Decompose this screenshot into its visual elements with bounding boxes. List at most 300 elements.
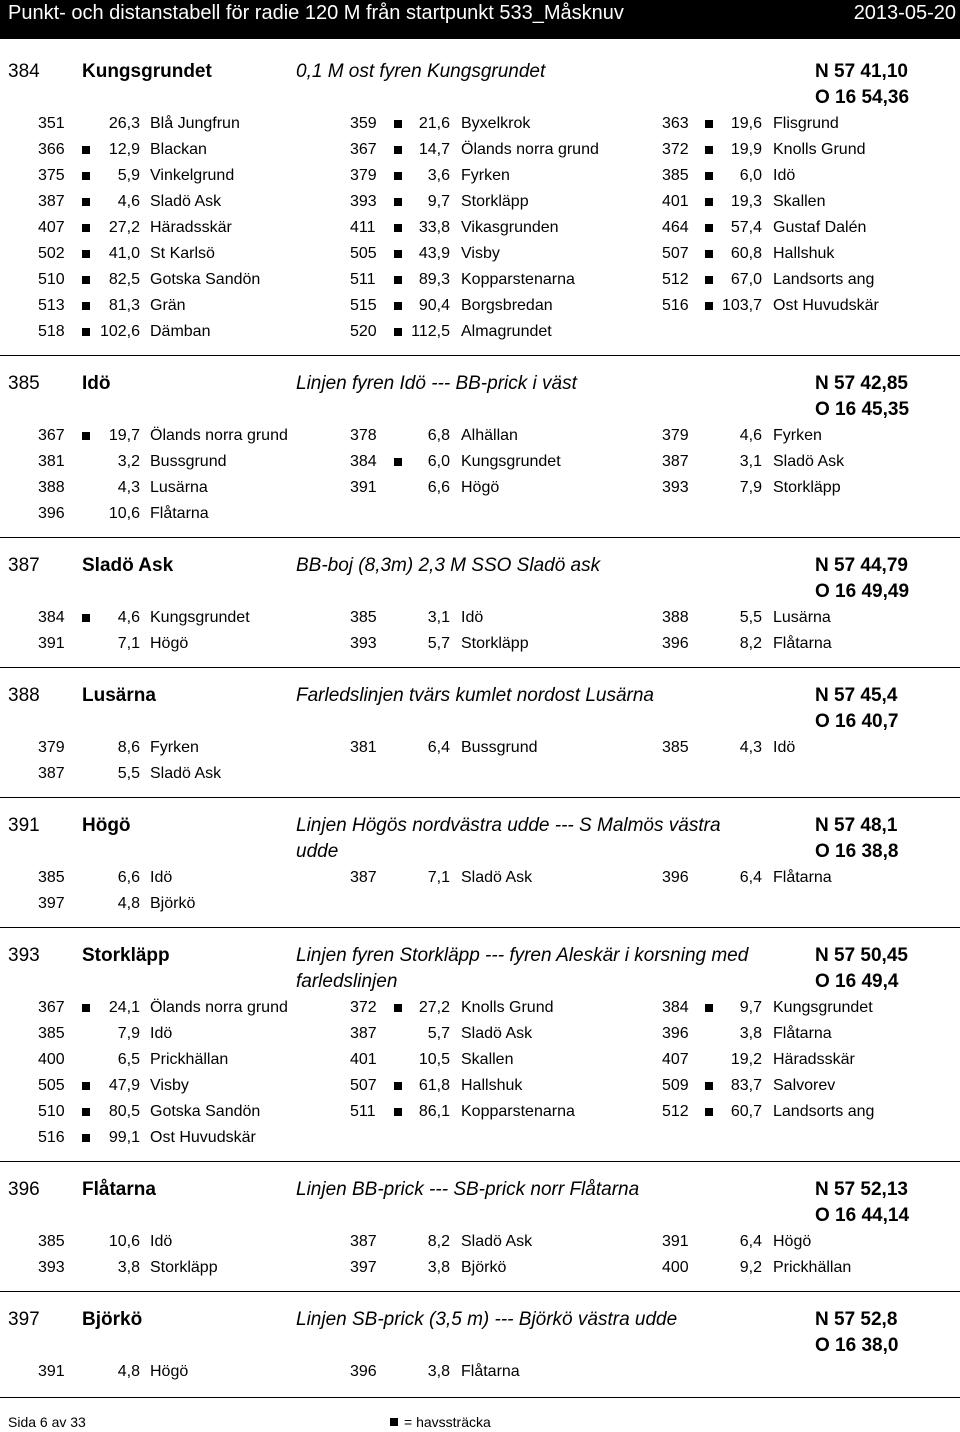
point-name: Prickhällan [150, 1051, 229, 1068]
point-number: 516 [662, 297, 689, 314]
point-number: 509 [662, 1077, 689, 1094]
point-name: Kungsgrundet [150, 609, 250, 626]
point-name: Idö [461, 609, 484, 626]
point-name: Gotska Sandön [150, 1103, 261, 1120]
distance-value: 4,6 [739, 427, 762, 444]
point-name: Prickhällan [773, 1259, 852, 1276]
section-description: Linjen BB-prick --- SB-prick norr Flåtarna [296, 1179, 640, 1200]
page-footer [0, 1397, 960, 1432]
point-number: 520 [350, 323, 377, 340]
distance-value: 6,0 [427, 453, 450, 470]
point-name: Hallshuk [461, 1077, 523, 1094]
distance-value: 5,7 [427, 635, 450, 652]
section-header [0, 798, 960, 865]
document-date: 2013-05-20 [853, 2, 956, 24]
point-number: 510 [38, 271, 65, 288]
distance-value: 6,6 [117, 869, 140, 886]
section-name: Sladö Ask [82, 555, 174, 576]
point-name: Högö [150, 1363, 189, 1380]
point-number: 381 [350, 739, 377, 756]
point-name: Gustaf Dalén [773, 219, 867, 236]
distance-value: 12,9 [108, 141, 140, 158]
point-name: Borgsbredan [461, 297, 553, 314]
distance-value: 19,2 [730, 1051, 762, 1068]
point-number: 396 [662, 869, 689, 886]
section-name: Högö [82, 815, 131, 836]
distance-value: 14,7 [418, 141, 450, 158]
distance-entry [0, 319, 960, 345]
distance-value: 27,2 [418, 999, 450, 1016]
point-name: Flåtarna [461, 1363, 520, 1380]
latitude: N 57 52,8 [815, 1309, 898, 1330]
point-number: 387 [38, 765, 65, 782]
point-name: Kopparstenarna [461, 271, 575, 288]
longitude: O 16 49,49 [815, 581, 910, 602]
point-name: Kungsgrundet [773, 999, 873, 1016]
distance-value: 8,2 [427, 1233, 450, 1250]
section-number: 384 [8, 61, 40, 82]
distance-entry [0, 1021, 960, 1047]
distance-value: 99,1 [108, 1129, 140, 1146]
point-number: 401 [662, 193, 689, 210]
point-number: 400 [38, 1051, 65, 1068]
section-384 [0, 38, 960, 355]
section-description: Linjen fyren Storkläpp --- fyren Aleskär i korsning med farledslinjen [296, 945, 749, 992]
sea-stretch-square-icon [390, 1418, 398, 1426]
distance-entry [0, 891, 960, 917]
point-name: Sladö Ask [461, 1025, 533, 1042]
distance-value: 3,1 [427, 609, 450, 626]
point-number: 391 [38, 635, 65, 652]
point-name: Bussgrund [461, 739, 538, 756]
distance-value: 7,1 [117, 635, 140, 652]
point-name: Ost Huvudskär [773, 297, 879, 314]
point-name: Fyrken [150, 739, 199, 756]
section-number: 393 [8, 945, 40, 966]
distance-value: 6,4 [739, 869, 762, 886]
section-name: Kungsgrundet [82, 61, 212, 82]
point-number: 513 [38, 297, 65, 314]
point-number: 511 [350, 271, 376, 288]
point-number: 387 [350, 1233, 377, 1250]
point-name: Storkläpp [461, 635, 529, 652]
point-name: Flåtarna [773, 869, 832, 886]
section-391 [0, 797, 960, 927]
section-description: Linjen fyren Idö --- BB-prick i väst [296, 373, 577, 394]
distance-value: 19,9 [730, 141, 762, 158]
point-name: Flåtarna [773, 1025, 832, 1042]
point-number: 507 [662, 245, 689, 262]
point-number: 515 [350, 297, 377, 314]
section-description: BB-boj (8,3m) 2,3 M SSO Sladö ask [296, 555, 601, 576]
point-number: 367 [38, 999, 65, 1016]
point-name: Lusärna [773, 609, 831, 626]
distance-value: 9,2 [739, 1259, 762, 1276]
legend-text: = havssträcka [404, 1414, 491, 1430]
distance-value: 60,8 [730, 245, 762, 262]
distance-value: 6,4 [739, 1233, 762, 1250]
point-name: Fyrken [773, 427, 822, 444]
point-name: Knolls Grund [773, 141, 866, 158]
distance-value: 43,9 [418, 245, 450, 262]
point-name: Idö [150, 1025, 173, 1042]
distance-entry [0, 423, 960, 449]
distance-value: 4,8 [117, 1363, 140, 1380]
point-name: Knolls Grund [461, 999, 554, 1016]
point-name: Ölands norra grund [461, 141, 599, 158]
point-number: 396 [662, 1025, 689, 1042]
distance-value: 3,6 [427, 167, 450, 184]
point-number: 400 [662, 1259, 689, 1276]
distance-entry [0, 111, 960, 137]
point-number: 393 [38, 1259, 65, 1276]
point-number: 518 [38, 323, 65, 340]
point-number: 384 [662, 999, 689, 1016]
section-header [0, 538, 960, 605]
section-name: Storkläpp [82, 945, 170, 966]
point-number: 385 [662, 167, 689, 184]
distance-value: 9,7 [427, 193, 450, 210]
page-number: Sida 6 av 33 [8, 1414, 86, 1430]
point-number: 464 [662, 219, 689, 236]
point-number: 387 [350, 869, 377, 886]
point-name: Idö [773, 739, 796, 756]
point-name: Ost Huvudskär [150, 1129, 256, 1146]
distance-value: 8,6 [117, 739, 140, 756]
section-number: 387 [8, 555, 40, 576]
distance-value: 82,5 [108, 271, 140, 288]
point-name: Skallen [461, 1051, 514, 1068]
distance-value: 89,3 [418, 271, 450, 288]
point-number: 411 [350, 219, 376, 236]
distance-entry [0, 293, 960, 319]
latitude: N 57 44,79 [815, 555, 908, 576]
section-header [0, 928, 960, 995]
section-387 [0, 537, 960, 667]
point-number: 385 [38, 869, 65, 886]
longitude: O 16 38,8 [815, 841, 899, 862]
document-title: Punkt- och distanstabell för radie 120 M från startpunkt 533_Måsknuv [8, 2, 624, 24]
latitude: N 57 52,13 [815, 1179, 908, 1200]
distance-value: 10,6 [108, 505, 140, 522]
point-name: Vikasgrunden [461, 219, 559, 236]
distance-value: 3,8 [739, 1025, 762, 1042]
point-number: 396 [350, 1363, 377, 1380]
distance-value: 41,0 [108, 245, 140, 262]
distance-entry [0, 449, 960, 475]
point-name: Storkläpp [461, 193, 529, 210]
point-number: 378 [350, 427, 377, 444]
point-name: Idö [773, 167, 796, 184]
point-number: 385 [38, 1233, 65, 1250]
point-number: 367 [38, 427, 65, 444]
section-number: 391 [8, 815, 40, 836]
distance-value: 80,5 [108, 1103, 140, 1120]
distance-entry [0, 1125, 960, 1151]
distance-value: 8,2 [739, 635, 762, 652]
section-396 [0, 1161, 960, 1291]
point-name: Grän [150, 297, 186, 314]
distance-entry [0, 475, 960, 501]
point-name: Högö [461, 479, 500, 496]
point-name: Flåtarna [150, 505, 209, 522]
section-name: Idö [82, 373, 111, 394]
point-number: 397 [350, 1259, 377, 1276]
point-name: Byxelkrok [461, 115, 531, 132]
section-header [0, 668, 960, 735]
section-description: 0,1 M ost fyren Kungsgrundet [296, 61, 546, 82]
distance-value: 27,2 [108, 219, 140, 236]
distance-value: 6,0 [739, 167, 762, 184]
distance-value: 60,7 [730, 1103, 762, 1120]
distance-entry [0, 241, 960, 267]
point-name: Gotska Sandön [150, 271, 261, 288]
point-name: Högö [150, 635, 189, 652]
distance-entry [0, 995, 960, 1021]
point-number: 391 [662, 1233, 689, 1250]
distance-value: 5,9 [117, 167, 140, 184]
point-number: 384 [38, 609, 65, 626]
point-number: 391 [350, 479, 377, 496]
latitude: N 57 48,1 [815, 815, 898, 836]
distance-value: 112,5 [411, 323, 450, 340]
point-number: 512 [662, 271, 689, 288]
point-number: 505 [38, 1077, 65, 1094]
distance-value: 5,5 [117, 765, 140, 782]
point-name: Blackan [150, 141, 207, 158]
distance-value: 3,8 [117, 1259, 140, 1276]
distance-value: 4,6 [117, 609, 140, 626]
point-name: Häradsskär [773, 1051, 855, 1068]
point-name: Björkö [461, 1259, 507, 1276]
section-number: 396 [8, 1179, 40, 1200]
point-number: 387 [38, 193, 65, 210]
distance-entry [0, 631, 960, 657]
point-number: 387 [350, 1025, 377, 1042]
distance-value: 21,6 [418, 115, 450, 132]
distance-entry [0, 267, 960, 293]
point-number: 385 [662, 739, 689, 756]
point-number: 512 [662, 1103, 689, 1120]
page-header [0, 0, 960, 38]
point-name: Sladö Ask [150, 765, 222, 782]
section-number: 388 [8, 685, 40, 706]
distance-entry [0, 865, 960, 891]
point-name: Kopparstenarna [461, 1103, 575, 1120]
distance-value: 90,4 [418, 297, 450, 314]
distance-entry [0, 1359, 960, 1385]
distance-value: 5,5 [739, 609, 762, 626]
longitude: O 16 40,7 [815, 711, 899, 732]
distance-value: 19,6 [730, 115, 762, 132]
section-header [0, 356, 960, 423]
point-number: 516 [38, 1129, 65, 1146]
section-name: Lusärna [82, 685, 156, 706]
distance-entry [0, 1099, 960, 1125]
point-number: 379 [662, 427, 689, 444]
point-name: Flisgrund [773, 115, 839, 132]
point-name: Ölands norra grund [150, 427, 288, 444]
distance-entry [0, 735, 960, 761]
point-number: 385 [350, 609, 377, 626]
point-name: Visby [461, 245, 500, 262]
distance-value: 7,9 [739, 479, 762, 496]
distance-value: 10,5 [418, 1051, 450, 1068]
point-number: 510 [38, 1103, 65, 1120]
distance-entry [0, 1229, 960, 1255]
point-number: 372 [662, 141, 689, 158]
point-number: 379 [38, 739, 65, 756]
point-name: Idö [150, 869, 173, 886]
section-393 [0, 927, 960, 1161]
section-description: Linjen Högös nordvästra udde --- S Malmös västra udde [296, 815, 721, 862]
longitude: O 16 54,36 [815, 87, 910, 108]
point-number: 388 [662, 609, 689, 626]
distance-value: 4,3 [117, 479, 140, 496]
point-number: 396 [38, 505, 65, 522]
distance-entry [0, 163, 960, 189]
distance-entry [0, 1047, 960, 1073]
point-number: 397 [38, 895, 65, 912]
point-name: Storkläpp [773, 479, 841, 496]
point-name: Sladö Ask [461, 1233, 533, 1250]
point-number: 372 [350, 999, 377, 1016]
point-number: 507 [350, 1077, 377, 1094]
legend [390, 1414, 491, 1430]
distance-value: 3,1 [739, 453, 762, 470]
section-name: Björkö [82, 1309, 143, 1330]
distance-value: 6,5 [117, 1051, 140, 1068]
point-number: 375 [38, 167, 65, 184]
distance-value: 19,3 [730, 193, 762, 210]
point-name: Kungsgrundet [461, 453, 561, 470]
distance-value: 33,8 [418, 219, 450, 236]
point-name: Lusärna [150, 479, 208, 496]
distance-entry [0, 189, 960, 215]
longitude: O 16 45,35 [815, 399, 910, 420]
point-number: 388 [38, 479, 65, 496]
point-number: 391 [38, 1363, 65, 1380]
distance-entry [0, 1255, 960, 1281]
point-number: 387 [662, 453, 689, 470]
point-name: Landsorts ang [773, 271, 875, 288]
point-name: Almagrundet [461, 323, 552, 340]
distance-value: 67,0 [730, 271, 762, 288]
distance-value: 7,9 [117, 1025, 140, 1042]
distance-entry [0, 1073, 960, 1099]
point-number: 366 [38, 141, 65, 158]
latitude: N 57 50,45 [815, 945, 908, 966]
point-name: Sladö Ask [461, 869, 533, 886]
point-number: 359 [350, 115, 377, 132]
distance-value: 4,3 [739, 739, 762, 756]
longitude: O 16 49,4 [815, 971, 899, 992]
distance-value: 4,8 [117, 895, 140, 912]
point-name: Sladö Ask [773, 453, 845, 470]
point-name: Alhällan [461, 427, 518, 444]
point-number: 396 [662, 635, 689, 652]
section-description: Farledslinjen tvärs kumlet nordost Lusärna [296, 685, 655, 706]
distance-value: 86,1 [418, 1103, 450, 1120]
distance-value: 102,6 [99, 323, 140, 340]
point-number: 379 [350, 167, 377, 184]
point-name: Högö [773, 1233, 812, 1250]
point-name: Visby [150, 1077, 189, 1094]
distance-entry [0, 137, 960, 163]
distance-value: 6,8 [427, 427, 450, 444]
point-number: 407 [662, 1051, 689, 1068]
point-name: Fyrken [461, 167, 510, 184]
point-name: Landsorts ang [773, 1103, 875, 1120]
point-name: Hallshuk [773, 245, 835, 262]
distance-value: 19,7 [108, 427, 140, 444]
section-name: Flåtarna [82, 1179, 156, 1200]
point-number: 393 [662, 479, 689, 496]
point-name: Sladö Ask [150, 193, 222, 210]
distance-entry [0, 215, 960, 241]
distance-value: 5,7 [427, 1025, 450, 1042]
latitude: N 57 41,10 [815, 61, 908, 82]
distance-value: 26,3 [108, 115, 140, 132]
distance-entry [0, 605, 960, 631]
distance-entry [0, 501, 960, 527]
section-number: 385 [8, 373, 40, 394]
distance-value: 24,1 [108, 999, 140, 1016]
distance-value: 47,9 [108, 1077, 140, 1094]
point-number: 393 [350, 635, 377, 652]
distance-value: 61,8 [418, 1077, 450, 1094]
distance-value: 3,8 [427, 1363, 450, 1380]
point-name: Storkläpp [150, 1259, 218, 1276]
point-number: 385 [38, 1025, 65, 1042]
section-385 [0, 355, 960, 537]
distance-value: 4,6 [117, 193, 140, 210]
distance-value: 3,2 [117, 453, 140, 470]
point-name: St Karlsö [150, 245, 215, 262]
distance-table [0, 38, 960, 1395]
point-name: Salvorev [773, 1077, 836, 1094]
longitude: O 16 44,14 [815, 1205, 910, 1226]
point-number: 393 [350, 193, 377, 210]
distance-value: 81,3 [108, 297, 140, 314]
section-397 [0, 1291, 960, 1395]
latitude: N 57 45,4 [815, 685, 898, 706]
distance-value: 6,4 [427, 739, 450, 756]
point-number: 381 [38, 453, 65, 470]
distance-value: 7,1 [427, 869, 450, 886]
distance-value: 6,6 [427, 479, 450, 496]
point-number: 505 [350, 245, 377, 262]
section-header [0, 1162, 960, 1229]
point-name: Idö [150, 1233, 173, 1250]
point-name: Flåtarna [773, 635, 832, 652]
point-number: 367 [350, 141, 377, 158]
section-header [0, 1292, 960, 1359]
section-description: Linjen SB-prick (3,5 m) --- Björkö västra udde [296, 1309, 678, 1330]
point-number: 401 [350, 1051, 377, 1068]
point-number: 511 [350, 1103, 376, 1120]
point-name: Dämban [150, 323, 211, 340]
point-number: 351 [38, 115, 65, 132]
longitude: O 16 38,0 [815, 1335, 899, 1356]
point-number: 384 [350, 453, 377, 470]
latitude: N 57 42,85 [815, 373, 908, 394]
point-name: Björkö [150, 895, 196, 912]
distance-value: 3,8 [427, 1259, 450, 1276]
distance-value: 83,7 [730, 1077, 762, 1094]
point-name: Vinkelgrund [150, 167, 235, 184]
section-header [0, 39, 960, 111]
